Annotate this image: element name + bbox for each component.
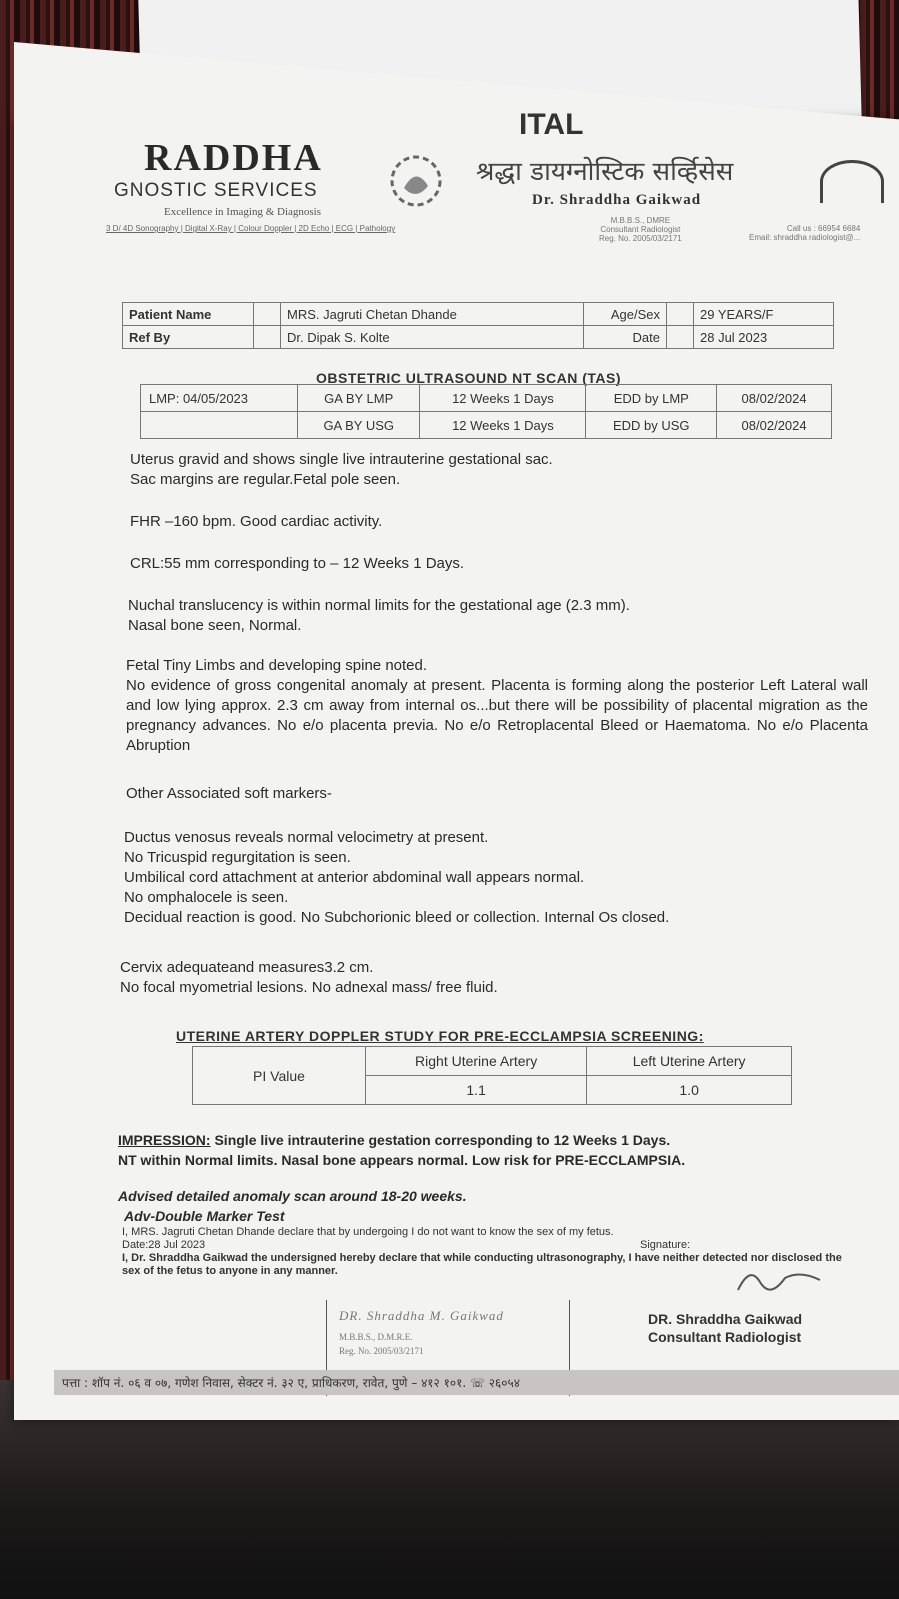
right-artery-label: Right Uterine Artery bbox=[366, 1047, 587, 1076]
edd-lmp-value: 08/02/2024 bbox=[717, 385, 832, 412]
ga-lmp-label: GA BY LMP bbox=[298, 385, 420, 412]
separator-cell bbox=[254, 326, 281, 349]
impression-block bbox=[118, 1130, 878, 1170]
scan-dates-table bbox=[140, 384, 832, 439]
patient-info-table bbox=[122, 302, 834, 349]
scan-title: OBSTETRIC ULTRASOUND NT SCAN (TAS) bbox=[316, 370, 622, 386]
hindi-name: श्रद्धा डायग्नोस्टिक सर्व्हिसेस bbox=[476, 157, 734, 187]
logo-main-text: RADDHA bbox=[144, 137, 323, 179]
logo-emblem-icon bbox=[386, 146, 446, 216]
agesex-label: Age/Sex bbox=[584, 303, 667, 326]
left-artery-label: Left Uterine Artery bbox=[587, 1047, 792, 1076]
signoff-title: Consultant Radiologist bbox=[648, 1329, 802, 1345]
patient-name-label: Patient Name bbox=[123, 303, 254, 326]
finding-ductus: Ductus venosus reveals normal velocimetry at present. bbox=[124, 829, 489, 846]
finding-nasal: Nasal bone seen, Normal. bbox=[128, 617, 302, 634]
patient-declaration: I, MRS. Jagruti Chetan Dhande declare that by undergoing I do not want to know the sex of my fetus. bbox=[122, 1226, 614, 1238]
finding-cervix: Cervix adequateand measures3.2 cm. bbox=[120, 959, 374, 976]
refby-value: Dr. Dipak S. Kolte bbox=[281, 326, 584, 349]
edd-usg-label: EDD by USG bbox=[586, 412, 717, 439]
impression-text-2: NT within Normal limits. Nasal bone appears normal. Low risk for PRE-ECCLAMPSIA. bbox=[118, 1152, 686, 1168]
stamp-reg: Reg. No. 2005/03/2171 bbox=[339, 1346, 424, 1356]
doctor-name-header: Dr. Shraddha Gaikwad bbox=[532, 192, 702, 208]
ga-lmp-value: 12 Weeks 1 Days bbox=[420, 385, 586, 412]
edd-lmp-label: EDD by LMP bbox=[586, 385, 717, 412]
edd-usg-value: 08/02/2024 bbox=[717, 412, 832, 439]
separator-cell bbox=[254, 303, 281, 326]
finding-limbs: Fetal Tiny Limbs and developing spine noted. bbox=[126, 657, 428, 674]
advice-line-1: Advised detailed anomaly scan around 18-20 weeks. bbox=[118, 1188, 467, 1204]
patient-name-value: MRS. Jagruti Chetan Dhande bbox=[281, 303, 584, 326]
report-page bbox=[14, 108, 899, 1420]
finding-nt bbox=[128, 596, 888, 636]
doctor-credentials bbox=[599, 216, 682, 243]
finding-myometrial: No focal myometrial lesions. No adnexal mass/ free fluid. bbox=[120, 979, 498, 996]
advice-line-2: Adv-Double Marker Test bbox=[124, 1208, 285, 1224]
impression-label: IMPRESSION: bbox=[118, 1132, 211, 1148]
finding-sac: Uterus gravid and shows single live intrauterine gestational sac. bbox=[130, 451, 553, 468]
logo-sub-text: GNOSTIC SERVICES bbox=[114, 180, 318, 201]
finding-nt-line: Nuchal translucency is within normal limits for the gestational age (2.3 mm). bbox=[128, 597, 630, 614]
finding-crl: CRL:55 mm corresponding to – 12 Weeks 1 Days. bbox=[130, 555, 465, 572]
stamp-degree: M.B.B.S., D.M.R.E. bbox=[339, 1332, 413, 1342]
services-list: 3 D/ 4D Sonography | Digital X-Ray | Colour Doppler | 2D Echo | ECG | Pathology bbox=[106, 224, 396, 233]
declaration-date: Date:28 Jul 2023 bbox=[122, 1239, 206, 1251]
phone-text: Call us : 66954 6684 bbox=[786, 224, 861, 233]
doppler-table bbox=[192, 1046, 792, 1105]
stamp-name: DR. Shraddha M. Gaikwad bbox=[339, 1308, 504, 1323]
tagline: Excellence in Imaging & Diagnosis bbox=[164, 206, 322, 218]
banner-fragment: ITAL bbox=[519, 108, 584, 141]
signoff-name: DR. Shraddha Gaikwad bbox=[648, 1311, 803, 1327]
lmp-cell: LMP: 04/05/2023 bbox=[141, 385, 298, 412]
contact-info bbox=[749, 224, 860, 242]
empty-cell bbox=[141, 412, 298, 439]
finding-omphalocele: No omphalocele is seen. bbox=[124, 889, 289, 906]
handwritten-signature-icon bbox=[730, 1260, 830, 1300]
date-signature-row bbox=[122, 1239, 862, 1252]
signature-label: Signature: bbox=[640, 1239, 691, 1251]
ga-usg-label: GA BY USG bbox=[298, 412, 420, 439]
ga-usg-value: 12 Weeks 1 Days bbox=[420, 412, 586, 439]
email-text: Email: shraddha radiologist@... bbox=[749, 233, 861, 242]
right-artery-value: 1.1 bbox=[366, 1076, 587, 1105]
degree-text: M.B.B.S., DMRE bbox=[610, 216, 671, 225]
footer-address: पत्ता : शॉप नं. ०६ व ०७, गणेश निवास, सेक्टर नं. ३२ ए, प्राधिकरण, रावेत, पुणे – ४१२ १०१. ☏ २६०५४ bbox=[54, 1370, 899, 1395]
agesex-value: 29 YEARS/F bbox=[694, 303, 834, 326]
finding-tricuspid: No Tricuspid regurgitation is seen. bbox=[124, 849, 351, 866]
finding-soft-markers: Other Associated soft markers- bbox=[126, 785, 332, 802]
finding-placenta: No evidence of gross congenital anomaly at present. Placenta is forming along the posterior Left Lateral wall and low lying approx. 2.3 cm away from internal os...but there will be possibility of placental migration as the pregnancy advances. No e/o placenta previa. No e/o Retroplacental Bleed or Haematoma. No e/o Placenta Abruption bbox=[126, 677, 868, 754]
designation-text: Consultant Radiologist bbox=[600, 225, 681, 234]
impression-line-1 bbox=[118, 1130, 878, 1150]
findings-cervix bbox=[120, 958, 880, 998]
finding-cord: Umbilical cord attachment at anterior abdominal wall appears normal. bbox=[124, 869, 585, 886]
date-value: 28 Jul 2023 bbox=[694, 326, 834, 349]
finding-decidual: Decidual reaction is good. No Subchorionic bleed or collection. Internal Os closed. bbox=[124, 909, 670, 926]
impression-text-1: Single live intrauterine gestation corresponding to 12 Weeks 1 Days. bbox=[210, 1132, 671, 1148]
hospital-emblem-icon bbox=[820, 160, 884, 203]
pi-value-label: PI Value bbox=[193, 1047, 366, 1105]
reg-no-text: Reg. No. 2005/03/2171 bbox=[599, 234, 682, 243]
doctor-declaration: I, Dr. Shraddha Gaikwad the undersigned hereby declare that while conducting ultrasonography, I have neither detected nor disclosed the sex of the fetus to anyone in any manner. bbox=[122, 1252, 842, 1277]
doppler-title: UTERINE ARTERY DOPPLER STUDY FOR PRE-ECCLAMPSIA SCREENING: bbox=[176, 1028, 704, 1044]
left-artery-value: 1.0 bbox=[587, 1076, 792, 1105]
findings-intro bbox=[130, 450, 870, 490]
refby-label: Ref By bbox=[123, 326, 254, 349]
date-label: Date bbox=[584, 326, 667, 349]
separator-cell bbox=[667, 326, 694, 349]
separator-cell bbox=[667, 303, 694, 326]
finding-sac-margins: Sac margins are regular.Fetal pole seen. bbox=[130, 471, 401, 488]
findings-soft-list bbox=[124, 828, 884, 928]
signoff-block bbox=[648, 1310, 802, 1346]
finding-fhr: FHR –160 bpm. Good cardiac activity. bbox=[130, 513, 383, 530]
